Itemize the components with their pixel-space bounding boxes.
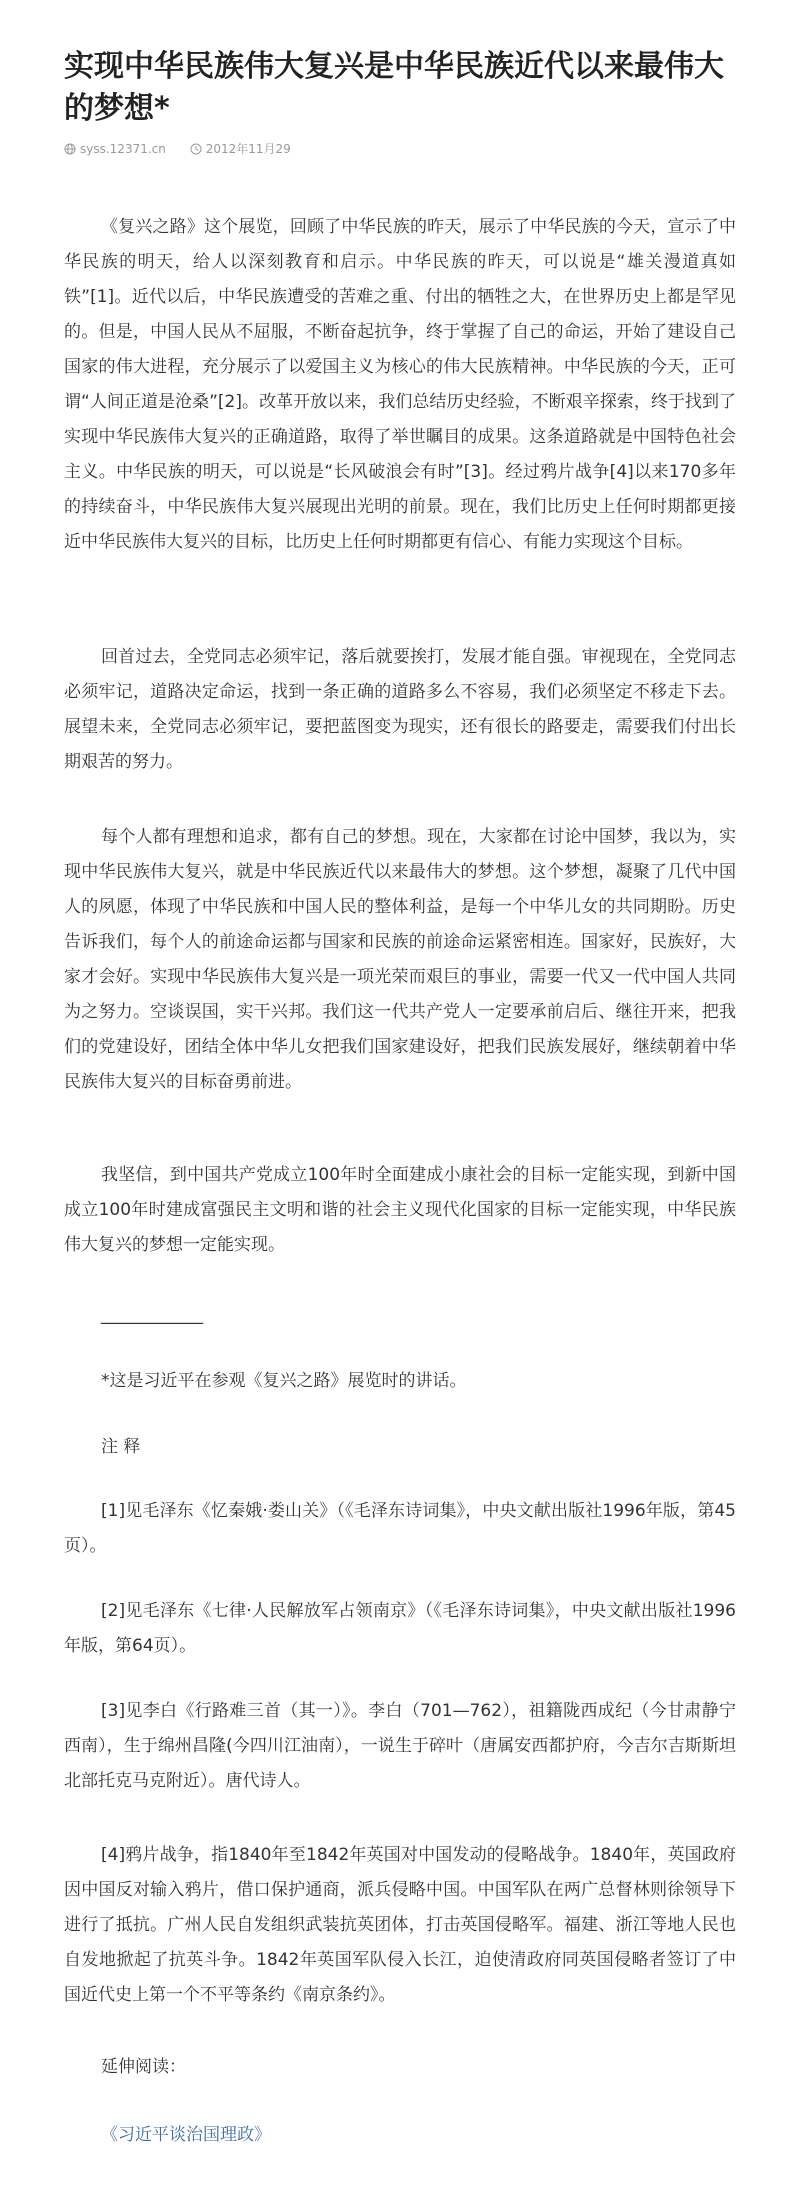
note-item: [1]见毛泽东《忆秦娥·娄山关》（《毛泽东诗词集》，中央文献出版社1996年版，第45页）。	[64, 1501, 736, 1556]
footnote-star: *这是习近平在参观《复兴之路》展览时的讲话。	[101, 1371, 467, 1391]
body-paragraph-3: 每个人都有理想和追求，都有自己的梦想。现在，大家都在讨论中国梦，我以为，实现中华民族伟大复兴，就是中华民族近代以来最伟大的梦想。这个梦想，凝聚了几代中国人的夙愿，体现了中华民族和中国人民的整体利益，是每一个中华儿女的共同期盼。历史告诉我们，每个人的前途命运都与国家和民族的前途命运紧密相连。国家好，民族好，大家才会好。实现中华民族伟大复兴是一项光荣而艰巨的事业，需要一代又一代中国人共同为之努力。空谈误国，实干兴邦。我们这一代共产党人一定要承前启后、继往开来，把我们的党建设好，团结全体中华儿女把我们国家建设好，把我们民族发展好，继续朝着中华民族伟大复兴的目标奋勇前进。	[64, 827, 736, 1092]
note-item: [4]鸦片战争，指1840年至1842年英国对中国发动的侵略战争。1840年，英国政府因中国反对输入鸦片，借口保护通商，派兵侵略中国。中国军队在两广总督林则徐领导下进行了抵抗。广州人民自发组织武装抗英团体，打击英国侵略军。福建、浙江等地人民也自发地掀起了抗英斗争。1842年英国军队侵入长江，迫使清政府同英国侵略者签订了中国近代史上第一个不平等条约《南京条约》。	[64, 1845, 736, 2005]
article-meta	[64, 138, 311, 158]
source-text: syss.12371.cn	[80, 141, 166, 156]
source-info	[64, 139, 166, 159]
extended-reading-paragraph	[64, 2118, 736, 2153]
globe-icon	[64, 142, 80, 156]
notes-heading: 注 释	[101, 1437, 141, 1457]
extended-reading-label: 延伸阅读：	[101, 2057, 186, 2077]
note-item: [2]见毛泽东《七律·人民解放军占领南京》（《毛泽东诗词集》，中央文献出版社1996年版，第64页）。	[64, 1601, 736, 1656]
date-text: 2012年11月29	[205, 141, 291, 156]
clock-icon	[190, 142, 206, 156]
body-paragraph-4: 我坚信，到中国共产党成立100年时全面建成小康社会的目标一定能实现，到新中国成立100年时建成富强民主文明和谐的社会主义现代化国家的目标一定能实现，中华民族伟大复兴的梦想一定能实现。	[64, 1165, 736, 1255]
body-paragraph-2: 回首过去，全党同志必须牢记，落后就要挨打，发展才能自强。审视现在，全党同志必须牢记，道路决定命运，找到一条正确的道路多么不容易，我们必须坚定不移走下去。展望未来，全党同志必须牢记，要把蓝图变为现实，还有很长的路要走，需要我们付出长期艰苦的努力。	[64, 647, 736, 772]
date-info	[190, 139, 291, 159]
note-item: [3]见李白《行路难三首（其一）》。李白（701—762），祖籍陇西成纪（今甘肃静宁西南），生于绵州昌隆(今四川江油南），一说生于碎叶（唐属安西都护府，今吉尔吉斯斯坦北部托克马克附近）。唐代诗人。	[64, 1701, 736, 1791]
body-paragraph-1: 《复兴之路》这个展览，回顾了中华民族的昨天，展示了中华民族的今天，宣示了中华民族的明天，给人以深刻教育和启示。中华民族的昨天，可以说是“雄关漫道真如铁”[1]。近代以后，中华民族遭受的苦难之重、付出的牺牲之大，在世界历史上都是罕见的。但是，中国人民从不屈服，不断奋起抗争，终于掌握了自己的命运，开始了建设自己国家的伟大进程，充分展示了以爱国主义为核心的伟大民族精神。中华民族的今天，正可谓“人间正道是沧桑”[2]。改革开放以来，我们总结历史经验，不断艰辛探索，终于找到了实现中华民族伟大复兴的正确道路，取得了举世瞩目的成果。这条道路就是中国特色社会主义。中华民族的明天，可以说是“长风破浪会有时”[3]。经过鸦片战争[4]以来170多年的持续奋斗，中华民族伟大复兴展现出光明的前景。现在，我们比历史上任何时期都更接近中华民族伟大复兴的目标，比历史上任何时期都更有信心、有能力实现这个目标。	[64, 217, 736, 552]
separator-line: ____________	[101, 1305, 203, 1325]
extended-reading-link[interactable]: 《习近平谈治国理政》	[101, 2125, 271, 2145]
article-title: 实现中华民族伟大复兴是中华民族近代以来最伟大的梦想*	[64, 49, 724, 126]
